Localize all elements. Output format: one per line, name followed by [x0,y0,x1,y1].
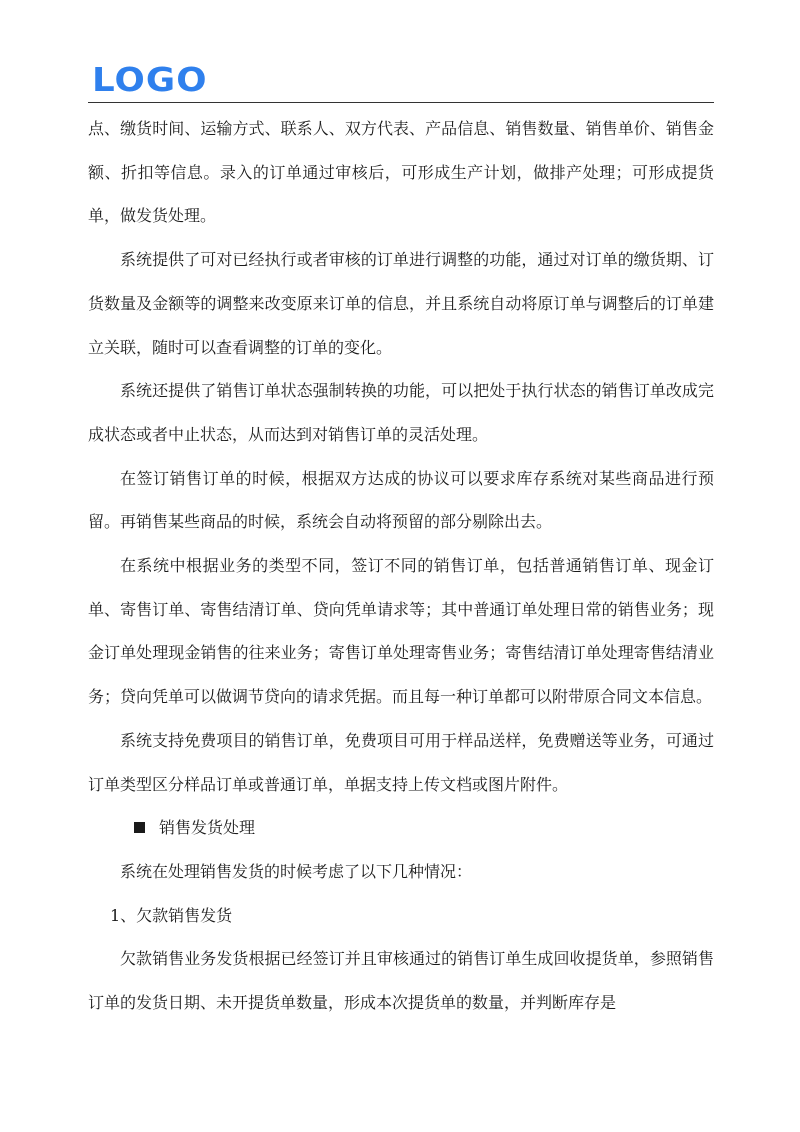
section-heading [88,806,714,850]
page-header [88,60,714,103]
section-heading-text: 销售发货处理 [159,818,256,838]
square-bullet-icon [134,822,145,833]
section-intro: 系统在处理销售发货的时候考虑了以下几种情况： [120,861,473,881]
numbered-item-title: 1、欠款销售发货 [110,905,233,925]
paragraph-free-items: 系统支持免费项目的销售订单，免费项目可用于样品送样，免费赠送等业务，可通过订单类型区分样品订单或普通订单，单据支持上传文档或图片附件。 [88,730,714,794]
logo: LOGO [92,60,208,99]
paragraph-status-conversion: 系统还提供了销售订单状态强制转换的功能，可以把处于执行状态的销售订单改成完成状态或者中止状态，从而达到对销售订单的灵活处理。 [88,381,714,444]
paragraph-order-types: 在系统中根据业务的类型不同，签订不同的销售订单，包括普通销售订单、现金订单、寄售订单、寄售结清订单、贷向凭单请求等；其中普通订单处理日常的销售业务；现金订单处理现金销售的往来业务；寄售订单处理寄售业务；寄售结清订单处理寄售结清业务；贷向凭单可以做调节贷向的请求凭据。而且每一种订单都可以附带原合同文本信息。 [88,556,714,707]
paragraph-inventory-reservation: 在签订销售订单的时候，根据双方达成的协议可以要求库存系统对某些商品进行预留。再销售某些商品的时候，系统会自动将预留的部分剔除出去。 [88,468,714,532]
paragraph-continued: 点、缴货时间、运输方式、联系人、双方代表、产品信息、销售数量、销售单价、销售金额、折扣等信息。录入的订单通过审核后，可形成生产计划，做排产处理；可形成提货单，做发货处理。 [88,119,714,226]
document-body [88,107,714,1025]
paragraph-order-adjustment: 系统提供了可对已经执行或者审核的订单进行调整的功能，通过对订单的缴货期、订货数量及金额等的调整来改变原来订单的信息，并且系统自动将原订单与调整后的订单建立关联，随时可以查看调整的订单的变化。 [88,250,714,357]
numbered-item-body: 欠款销售业务发货根据已经签订并且审核通过的销售订单生成回收提货单，参照销售订单的发货日期、未开提货单数量，形成本次提货单的数量，并判断库存是 [88,949,714,1013]
